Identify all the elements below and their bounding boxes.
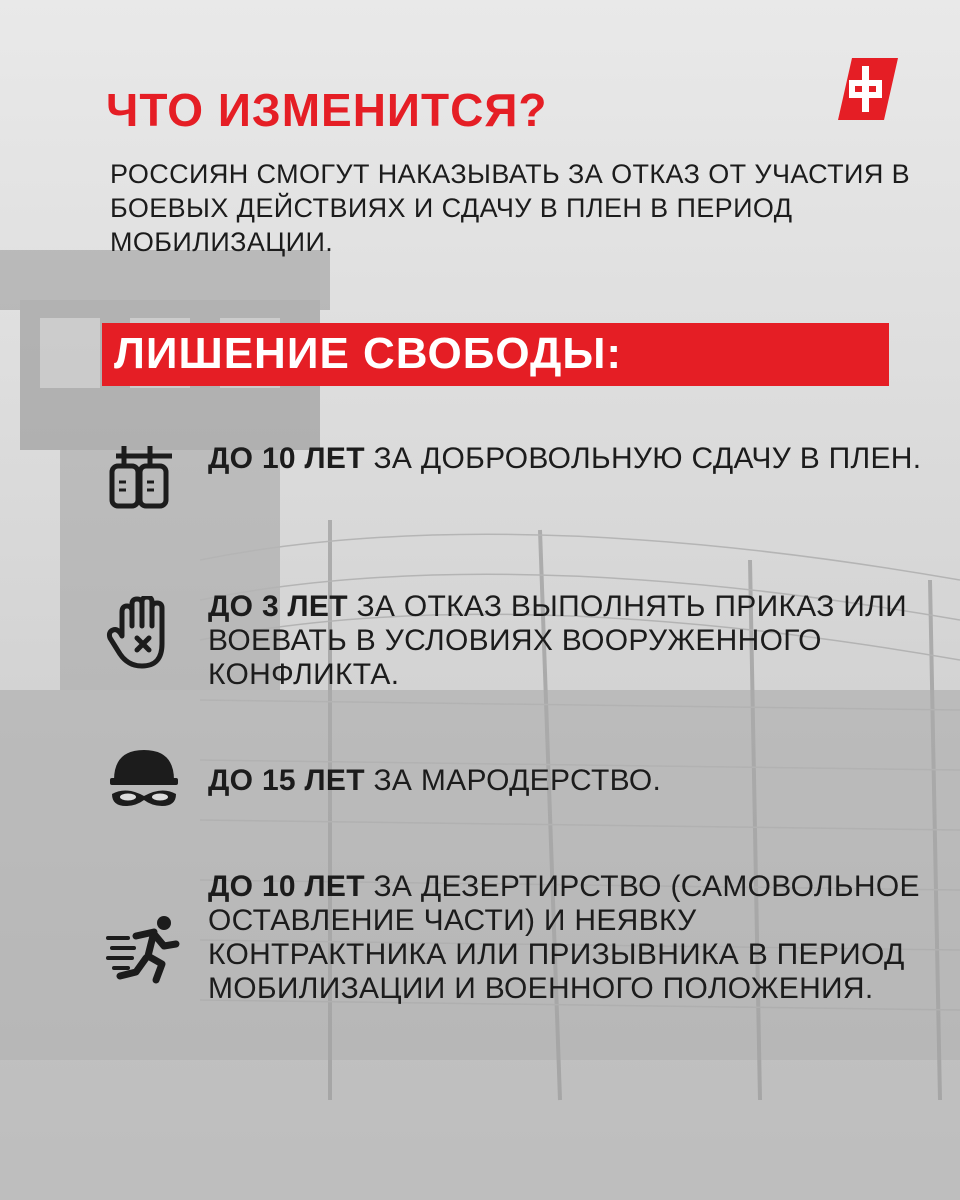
page-title: ЧТО ИЗМЕНИТСЯ? — [106, 84, 548, 136]
penalty-reason: ЗА ОТКАЗ ВЫПОЛНЯТЬ ПРИКАЗ ИЛИ ВОЕВАТЬ В УСЛОВИЯХ ВООРУЖЕННОГО КОНФЛИКТА. — [208, 590, 907, 691]
handcuffs-icon — [106, 438, 182, 514]
penalty-description — [208, 870, 928, 1006]
subtitle-text: РОССИЯН СМОГУТ НАКАЗЫВАТЬ ЗА ОТКАЗ ОТ УЧАСТИЯ В БОЕВЫХ ДЕЙСТВИЯХ И СДАЧУ В ПЛЕН В ПЕРИОД МОБИЛИЗАЦИИ. — [110, 159, 911, 257]
penalty-description — [208, 764, 928, 798]
masked-thief-icon — [106, 742, 182, 818]
banner-label: ЛИШЕНИЕ СВОБОДЫ: — [114, 329, 623, 378]
penalty-description — [208, 442, 928, 476]
penalty-term: ДО 3 ЛЕТ — [208, 590, 348, 623]
running-man-icon — [106, 914, 182, 990]
penalty-description — [208, 590, 928, 692]
penalty-reason: ЗА МАРОДЕРСТВО. — [364, 764, 662, 797]
hand-stop-icon — [106, 596, 182, 672]
penalty-term: ДО 10 ЛЕТ — [208, 442, 365, 475]
penalty-term: ДО 15 ЛЕТ — [208, 764, 365, 797]
brand-logo — [838, 58, 898, 120]
penalty-reason: ЗА ДЕЗЕРТИРСТВО (САМОВОЛЬНОЕ ОСТАВЛЕНИЕ ЧАСТИ) И НЕЯВКУ КОНТРАКТНИКА ИЛИ ПРИЗЫВНИКА В ПЕРИОД МОБИЛИЗАЦИИ И ВОЕННОГО ПОЛОЖЕНИЯ. — [208, 870, 920, 1005]
penalty-term: ДО 10 ЛЕТ — [208, 870, 365, 903]
section-banner — [102, 323, 889, 386]
penalty-reason: ЗА ДОБРОВОЛЬНУЮ СДАЧУ В ПЛЕН. — [364, 442, 922, 475]
